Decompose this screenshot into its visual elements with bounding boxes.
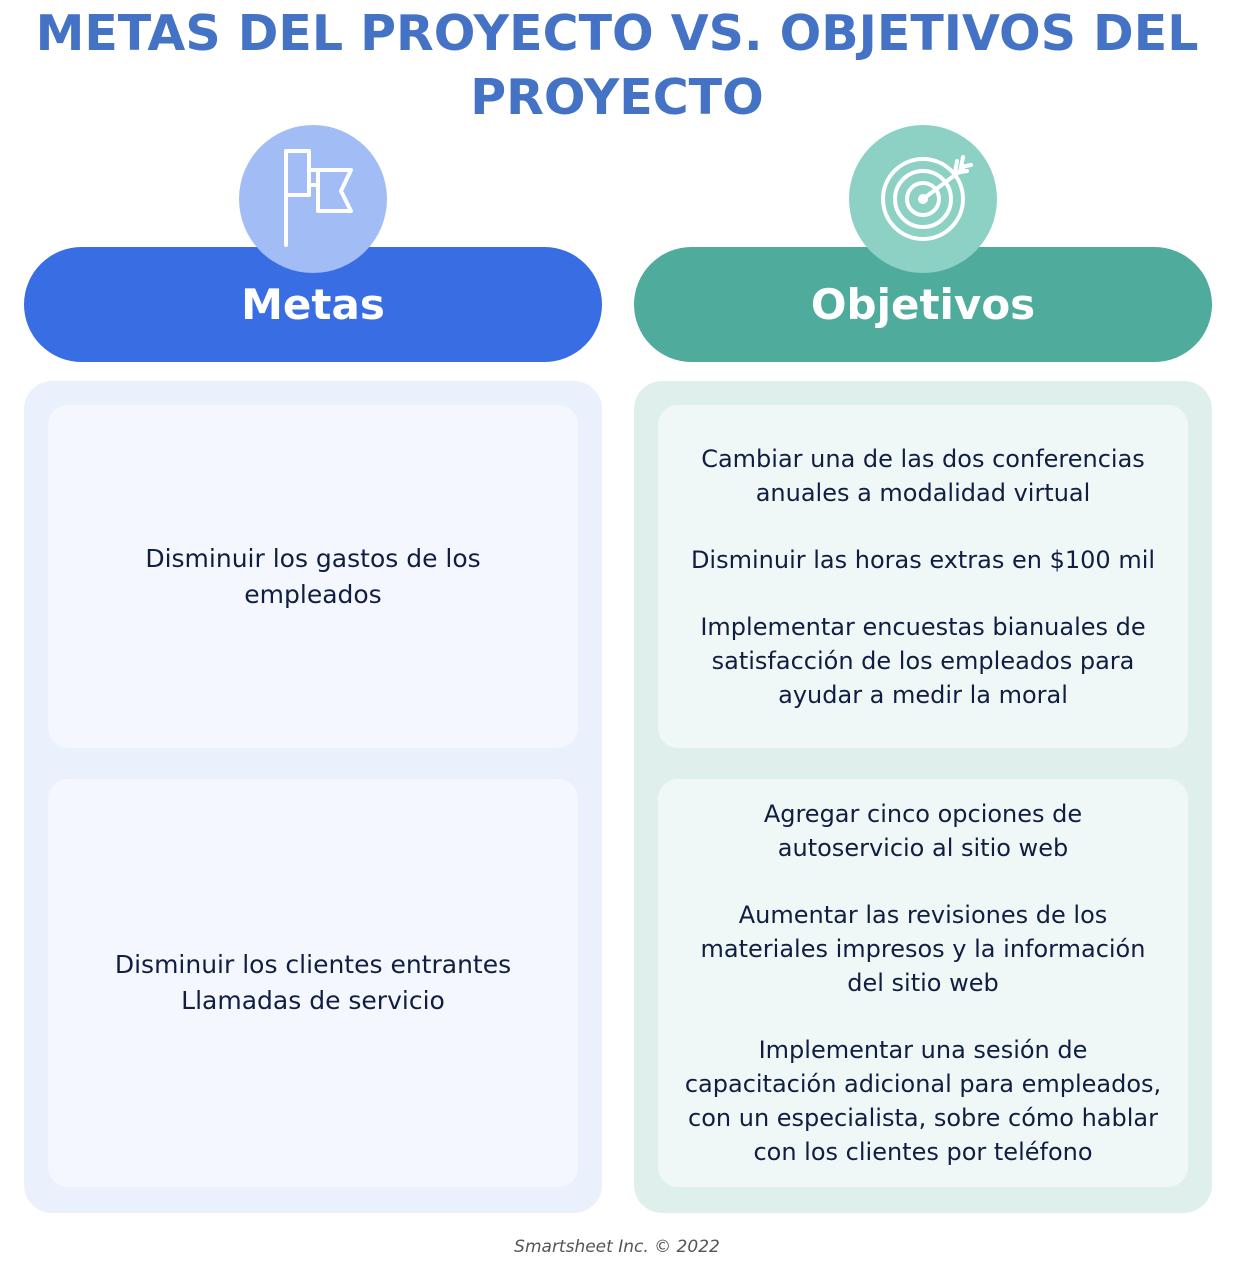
page-title-line-2: PROYECTO (470, 69, 764, 126)
copyright-footer: Smartsheet Inc. © 2022 (514, 1237, 720, 1257)
flag-icon (239, 125, 387, 273)
objetivos-card-2 (658, 779, 1188, 1187)
objetivos-card-1 (658, 405, 1188, 748)
objetivos-header-label: Objetivos (810, 280, 1036, 329)
objetivos-item-1-3: Implementar encuestas bianuales de satisfacción de los empleados para ayudar a medir la moral (700, 612, 1146, 709)
objetivos-item-2-1: Agregar cinco opciones de autoservicio al sitio web (763, 800, 1083, 862)
metas-item-1: Disminuir los gastos de los empleados (145, 543, 481, 609)
metas-card-1 (48, 405, 578, 748)
objetivos-item-2-2: Aumentar las revisiones de los materiales impresos y la información del sitio web (700, 901, 1146, 997)
objetivos-icon-circle (849, 125, 997, 273)
metas-icon-circle (239, 125, 387, 273)
metas-header-label: Metas (241, 280, 385, 329)
metas-card-2 (48, 779, 578, 1187)
objetivos-item-2-3: Implementar una sesión de capacitación adicional para empleados, con un especialista, sobre cómo hablar con los clientes por teléfono (684, 1036, 1162, 1166)
metas-item-2: Disminuir los clientes entrantes Llamadas de servicio (114, 950, 512, 1015)
objetivos-item-1-2: Disminuir las horas extras en $100 mil (690, 545, 1156, 574)
objetivos-item-1-1: Cambiar una de las dos conferencias anuales a modalidad virtual (701, 444, 1145, 507)
target-icon (849, 125, 997, 273)
page-title (0, 2, 1234, 130)
page-title-line-1: METAS DEL PROYECTO VS. OBJETIVOS DEL (35, 5, 1199, 62)
